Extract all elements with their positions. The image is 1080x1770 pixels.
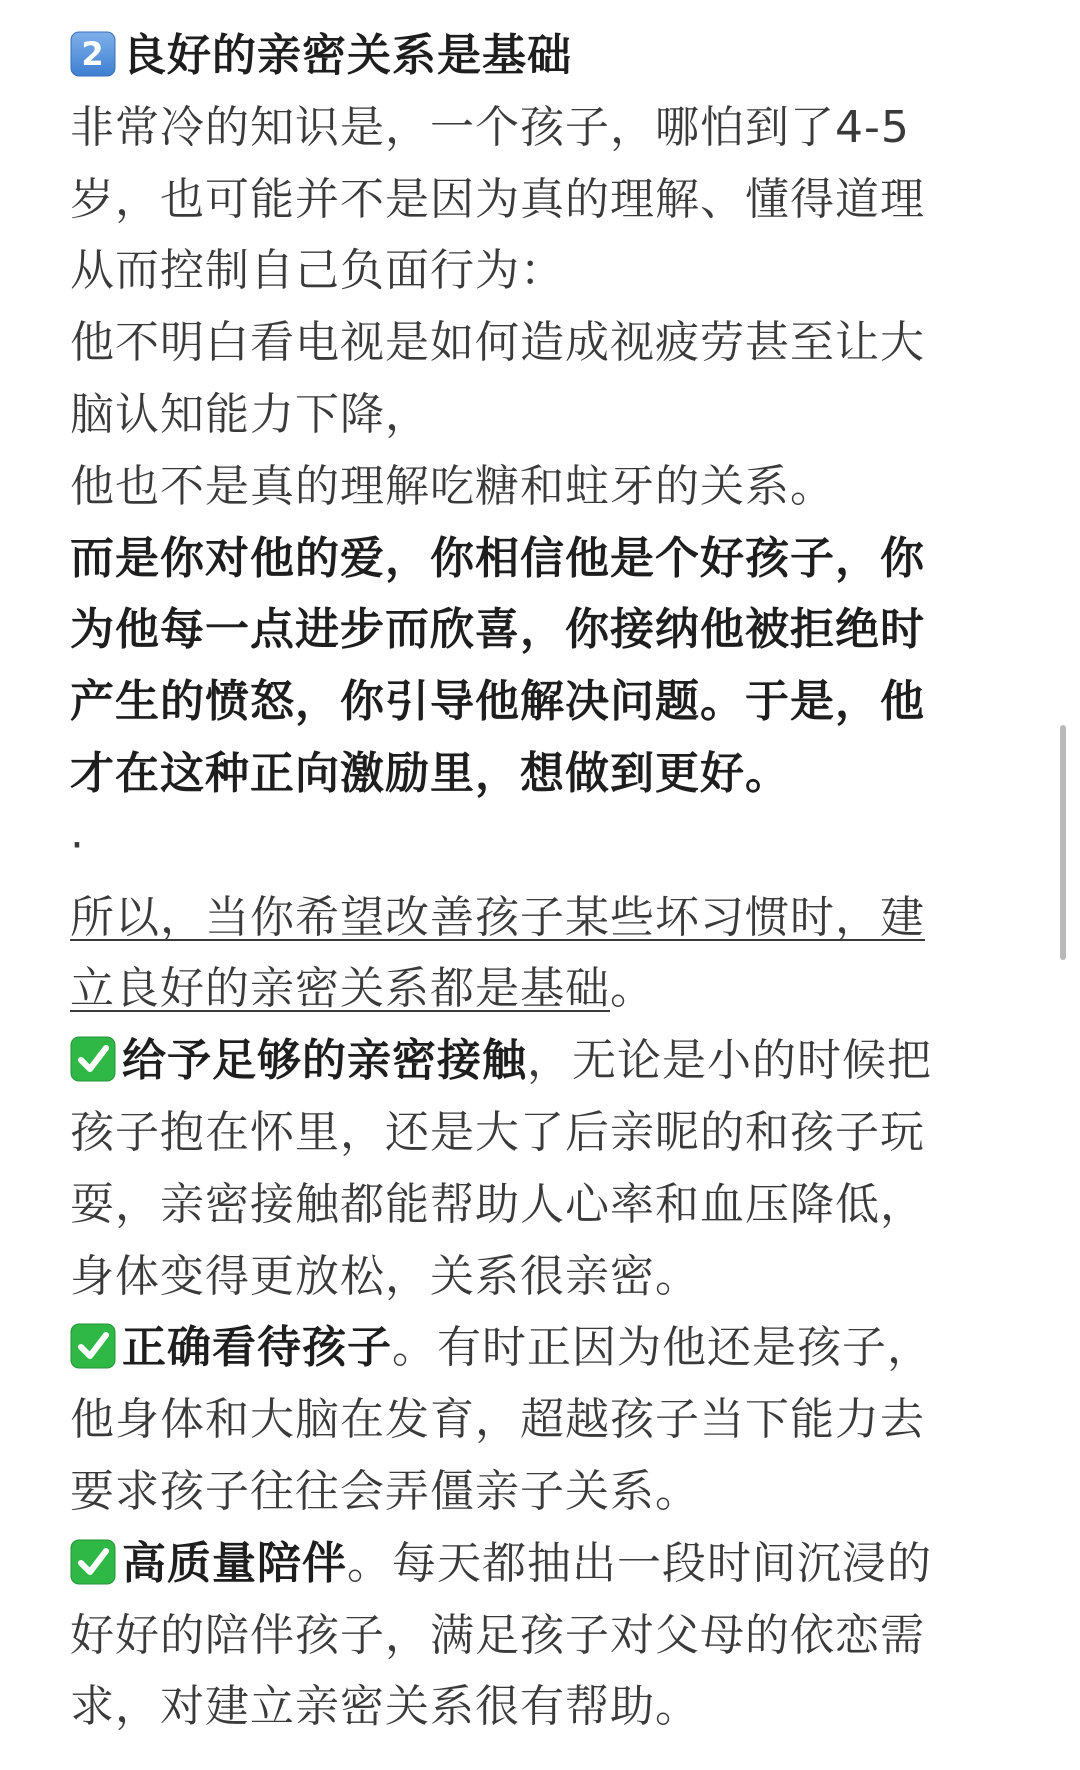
tip-text-line: 要求孩子往往会弄僵亲子关系。 [70,1465,700,1517]
tip-text: 每天都抽出一段时间沉浸的 [392,1537,932,1589]
tip-title: 给予足够的亲密接触 [122,1035,527,1087]
conclusion-line: 所以，当你希望改善孩子某些坏习惯时，建 [70,891,925,943]
tip-text: 有时正因为他还是孩子， [437,1322,932,1374]
emphasis-line: 为他每一点进步而欣喜，你接纳他被拒绝时 [70,604,925,656]
section-heading [70,20,1010,92]
emphasis-line: 才在这种正向激励里，想做到更好。 [70,747,790,799]
check-mark-icon [70,1535,116,1607]
number-2-badge-icon [70,27,116,99]
tip-title: 高质量陪伴 [122,1537,347,1589]
article-body [70,20,1010,1743]
tip-heading-line [70,1025,1010,1097]
svg-text:2: 2 [81,35,105,73]
paragraph-line: 脑认知能力下降， [70,388,430,440]
tip-title: 正确看待孩子 [122,1322,392,1374]
paragraph-line: 他也不是真的理解吃糖和蛀牙的关系。 [70,460,835,512]
conclusion-underlined-text: 立良好的亲密关系都是基础 [70,963,610,1015]
tip-text-line: 他身体和大脑在发育，超越孩子当下能力去 [70,1394,925,1446]
tip-heading-line [70,1528,1010,1600]
dot-separator: · [70,819,85,871]
check-mark-icon [70,1032,116,1104]
emphasis-line: 而是你对他的爱，你相信他是个好孩子，你 [70,532,925,584]
vertical-scrollbar[interactable] [1060,725,1066,960]
tip-heading-line [70,1312,1010,1384]
tip-text-line: 耍，亲密接触都能帮助人心率和血压降低， [70,1178,925,1230]
tip-title-punct: 。 [347,1537,392,1589]
tip-title-punct: ， [527,1035,572,1087]
paragraph-line: 从而控制自己负面行为： [70,245,565,297]
section-title: 良好的亲密关系是基础 [122,30,572,81]
emphasis-line: 产生的愤怒，你引导他解决问题。于是，他 [70,676,925,728]
tip-text-line: 好好的陪伴孩子，满足孩子对父母的依恋需 [70,1609,925,1661]
tip-text-line: 孩子抱在怀里，还是大了后亲昵的和孩子玩 [70,1106,925,1158]
conclusion-period: 。 [610,963,655,1015]
paragraph-line: 他不明白看电视是如何造成视疲劳甚至让大 [70,317,925,369]
tip-title-punct: 。 [392,1322,437,1374]
paragraph-line: 非常冷的知识是，一个孩子，哪怕到了4-5 [70,101,910,153]
conclusion-line [70,953,1010,1025]
tip-text-line: 求，对建立亲密关系很有帮助。 [70,1681,700,1733]
tip-text-line: 身体变得更放松，关系很亲密。 [70,1250,700,1302]
tip-text: 无论是小的时候把 [572,1035,932,1087]
check-mark-icon [70,1319,116,1391]
paragraph-line: 岁，也可能并不是因为真的理解、懂得道理 [70,173,925,225]
